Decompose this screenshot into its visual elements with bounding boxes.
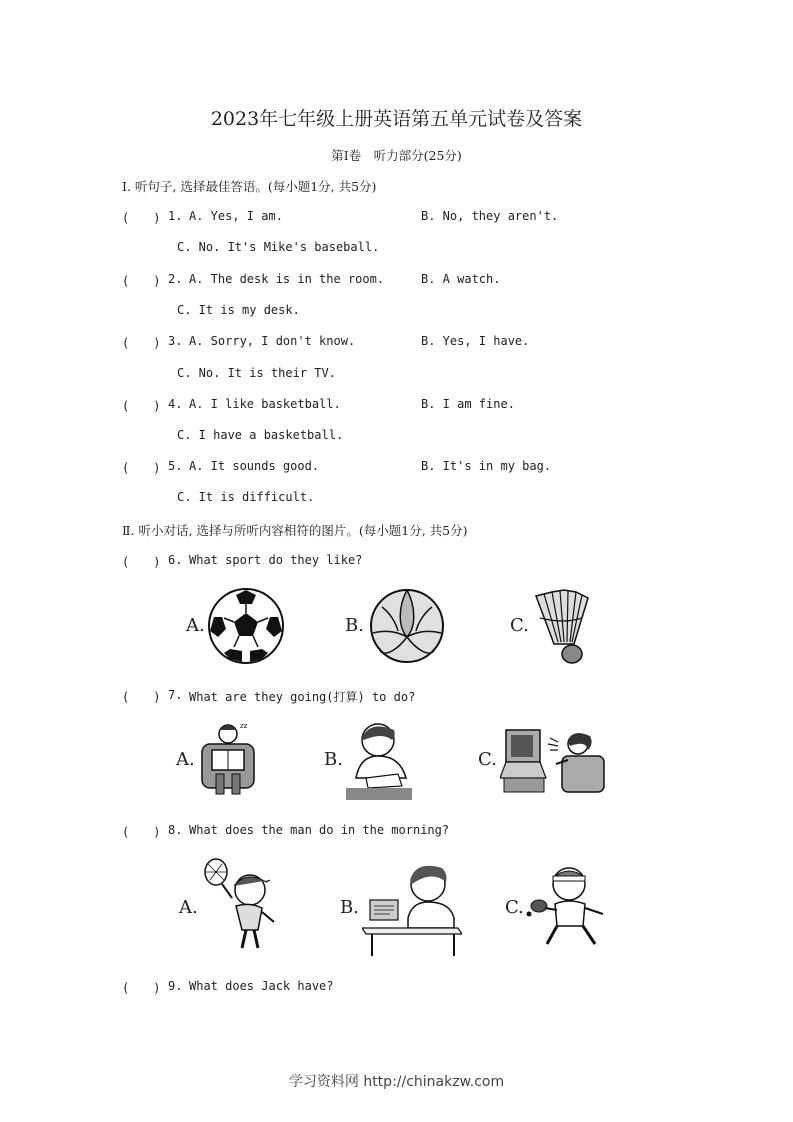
man-reading-newspaper-picture xyxy=(362,860,462,958)
part-subtitle: 第Ⅰ卷 听力部分(25分) xyxy=(331,148,462,163)
option-b: B. I am fine. xyxy=(421,397,515,411)
answer-blank: ( ) xyxy=(122,461,161,475)
boy-writing-picture xyxy=(346,718,412,800)
answer-blank: ( ) xyxy=(122,211,161,225)
section1-heading: Ⅰ. 听句子, 选择最佳答语。(每小题1分, 共5分) xyxy=(122,179,377,194)
picture-label-b: B. xyxy=(324,749,343,770)
picture-label-a: A. xyxy=(186,615,205,636)
girl-playing-tennis-picture xyxy=(200,856,280,954)
answer-blank: ( ) xyxy=(122,981,161,995)
picture-label-a: A. xyxy=(179,897,198,918)
picture-label-a: A. xyxy=(176,749,195,770)
boy-reading-in-chair-picture xyxy=(198,718,258,800)
option-b: B. A watch. xyxy=(421,272,501,286)
question-text: What sport do they like? xyxy=(189,553,363,567)
page-title: 2023年七年级上册英语第五单元试卷及答案 xyxy=(210,108,583,130)
picture-label-c: C. xyxy=(478,749,497,770)
picture-label-b: B. xyxy=(340,897,359,918)
option-a: A. I like basketball. xyxy=(189,397,341,411)
option-c: C. No. It is their TV. xyxy=(177,366,336,380)
question-text: What does the man do in the morning? xyxy=(189,823,450,837)
question-text: What does Jack have? xyxy=(189,979,334,993)
answer-blank: ( ) xyxy=(122,399,161,413)
answer-blank: ( ) xyxy=(122,555,161,569)
answer-blank: ( ) xyxy=(122,336,161,350)
answer-blank: ( ) xyxy=(122,690,161,704)
question-number: 3. xyxy=(168,334,183,348)
option-a: A. The desk is in the room. xyxy=(189,272,385,286)
option-a: A. Yes, I am. xyxy=(189,209,283,223)
option-c: C. I have a basketball. xyxy=(177,428,344,442)
option-c: C. It is difficult. xyxy=(177,490,315,504)
boy-playing-ping-pong-picture xyxy=(525,864,615,950)
girl-watching-tv-picture xyxy=(500,720,608,798)
question-number: 1. xyxy=(168,209,183,223)
question-number: 8. xyxy=(168,823,183,837)
option-b: B. Yes, I have. xyxy=(421,334,530,348)
volleyball-picture xyxy=(368,587,446,665)
answer-blank: ( ) xyxy=(122,825,161,839)
svg-text:zz: zz xyxy=(240,722,248,730)
picture-label-c: C. xyxy=(510,615,529,636)
picture-label-c: C. xyxy=(505,897,524,918)
question-text: What are they going(打算) to do? xyxy=(189,690,416,704)
answer-blank: ( ) xyxy=(122,274,161,288)
option-a: A. Sorry, I don't know. xyxy=(189,334,356,348)
option-b: B. It's in my bag. xyxy=(421,459,552,473)
option-b: B. No, they aren't. xyxy=(421,209,559,223)
question-number: 9. xyxy=(168,979,183,993)
question-number: 6. xyxy=(168,553,183,567)
question-number: 5. xyxy=(168,459,183,473)
section2-heading: Ⅱ. 听小对话, 选择与所听内容相符的图片。(每小题1分, 共5分) xyxy=(122,523,468,538)
soccer-ball-picture xyxy=(206,587,286,665)
question-number: 2. xyxy=(168,272,183,286)
option-c: C. No. It's Mike's baseball. xyxy=(177,240,380,254)
option-a: A. It sounds good. xyxy=(189,459,320,473)
shuttlecock-picture xyxy=(530,588,594,666)
option-c: C. It is my desk. xyxy=(177,303,300,317)
question-number: 4. xyxy=(168,397,183,411)
picture-label-b: B. xyxy=(345,615,364,636)
footer-watermark: 学习资料网 http://chinakzw.com xyxy=(288,1074,505,1090)
question-number: 7. xyxy=(168,688,183,702)
